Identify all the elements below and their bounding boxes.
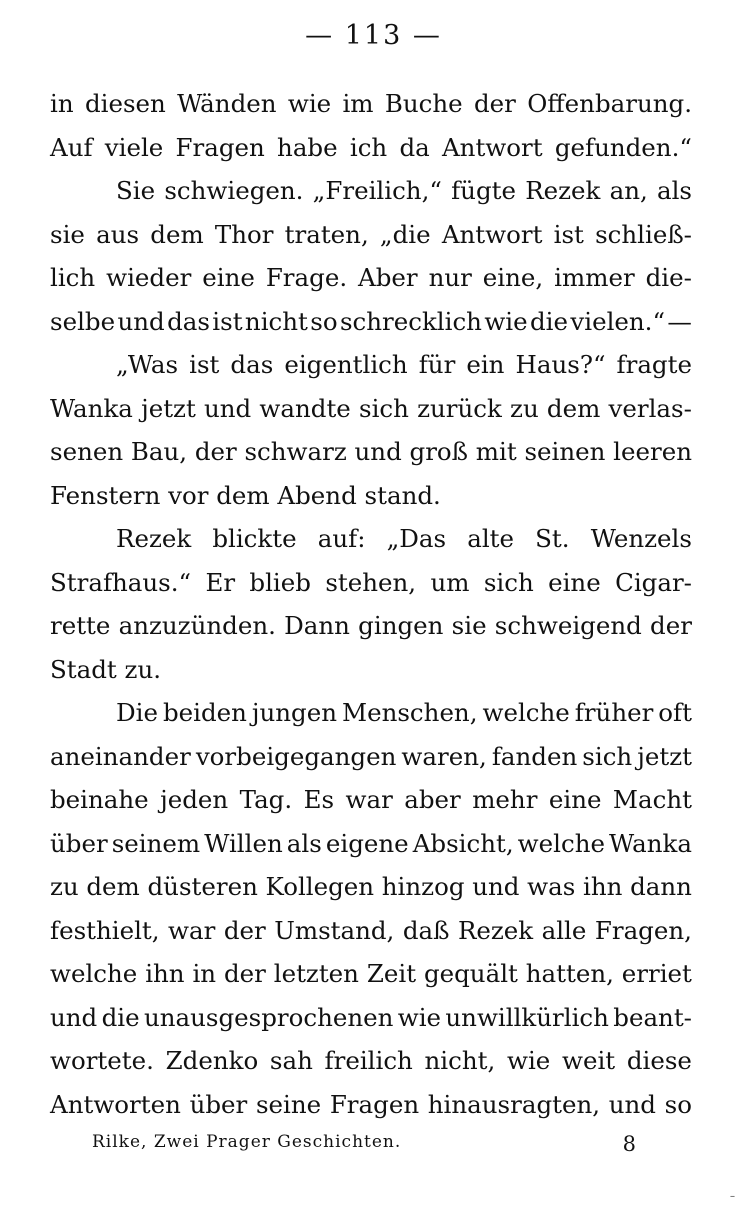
word: Wanka bbox=[609, 828, 692, 858]
word: Antwort bbox=[441, 132, 543, 162]
word: und bbox=[203, 393, 252, 423]
text-line bbox=[50, 256, 692, 300]
text-line bbox=[50, 604, 692, 648]
text-line bbox=[50, 126, 692, 170]
word: aus bbox=[96, 219, 140, 249]
word: verlas- bbox=[608, 393, 692, 423]
word: in bbox=[192, 959, 217, 988]
word: Fragen, bbox=[594, 915, 692, 945]
text-line bbox=[50, 561, 692, 605]
word: war bbox=[345, 785, 393, 814]
word: dem bbox=[546, 393, 601, 423]
word: das bbox=[167, 306, 210, 336]
word: welche bbox=[50, 959, 138, 988]
word: seine bbox=[255, 1089, 322, 1119]
word: Wänden bbox=[177, 89, 277, 118]
word: jeden bbox=[160, 785, 229, 814]
word: gequält bbox=[423, 959, 518, 988]
word: vielen.“ bbox=[570, 306, 665, 336]
running-title: Rilke, Zwei Prager Geschichten. bbox=[92, 1132, 402, 1152]
word: Macht bbox=[612, 785, 692, 814]
word: waren, bbox=[401, 741, 487, 771]
word: Frage. bbox=[265, 263, 348, 292]
word: eine bbox=[548, 785, 602, 814]
word: die bbox=[530, 306, 569, 336]
word: Menschen, bbox=[342, 698, 478, 727]
word: schwiegen. bbox=[164, 176, 304, 205]
word: früher bbox=[574, 698, 654, 727]
word: eigene bbox=[325, 828, 409, 858]
word: wieder bbox=[106, 263, 192, 292]
word: „Was bbox=[116, 350, 179, 379]
word: ist bbox=[553, 219, 584, 249]
word: daß bbox=[402, 915, 450, 945]
word: senen bbox=[50, 437, 124, 466]
word: zu bbox=[510, 393, 539, 423]
word: schweigend bbox=[494, 611, 642, 640]
word: Zeit bbox=[366, 959, 417, 988]
word: habe bbox=[277, 132, 338, 162]
word: aber bbox=[404, 785, 461, 814]
word: sich bbox=[483, 567, 534, 597]
word: als bbox=[286, 828, 322, 858]
body-text bbox=[50, 82, 692, 1126]
word: beant- bbox=[613, 1002, 692, 1032]
word: sie bbox=[451, 611, 487, 640]
word: der bbox=[223, 959, 266, 988]
word: Haus?“ bbox=[515, 350, 606, 379]
text-line bbox=[50, 343, 692, 387]
word: düsteren bbox=[147, 872, 258, 901]
word: jetzt bbox=[141, 393, 196, 423]
text-line bbox=[50, 1039, 692, 1083]
word: Kollegen bbox=[265, 872, 375, 901]
word: Umstand, bbox=[274, 915, 395, 945]
word: wie bbox=[484, 306, 528, 336]
word: Aber bbox=[358, 263, 418, 292]
word: eine, bbox=[482, 263, 544, 292]
word: und bbox=[117, 306, 165, 336]
word: St. bbox=[535, 524, 570, 553]
word: Absicht, bbox=[412, 828, 514, 858]
word: welche bbox=[482, 698, 570, 727]
word: Offenbarung. bbox=[527, 89, 692, 118]
word: der bbox=[194, 437, 237, 466]
word: selbe bbox=[50, 306, 116, 336]
word: und bbox=[472, 872, 520, 901]
page-number-header: — 113 — bbox=[305, 20, 442, 51]
signature-mark: 8 bbox=[622, 1132, 637, 1156]
text-line bbox=[50, 735, 692, 779]
word: für bbox=[418, 350, 456, 379]
word: schließ- bbox=[595, 219, 692, 249]
word: wie bbox=[506, 1046, 551, 1075]
word: in bbox=[50, 89, 74, 118]
word: sah bbox=[269, 1046, 313, 1075]
word: die bbox=[101, 1002, 140, 1032]
word: Willen bbox=[204, 828, 283, 858]
word: so bbox=[310, 306, 338, 336]
word: Buche bbox=[384, 89, 463, 118]
word: Strafhaus.“ bbox=[50, 567, 192, 597]
text-line bbox=[50, 778, 692, 822]
word: oft bbox=[658, 698, 692, 727]
word: fügte bbox=[451, 176, 516, 205]
text-line bbox=[50, 952, 692, 996]
word: Antworten bbox=[50, 1089, 181, 1119]
word: blickte bbox=[212, 524, 297, 553]
text-line bbox=[50, 517, 692, 561]
word: jungen bbox=[251, 698, 338, 727]
word: wie bbox=[287, 89, 332, 118]
word: weit bbox=[561, 1046, 616, 1075]
word: Thor bbox=[214, 219, 274, 249]
word: erriet bbox=[621, 959, 692, 988]
text-line bbox=[50, 996, 692, 1040]
word: Auf bbox=[50, 132, 93, 162]
word: Rezek bbox=[116, 524, 192, 553]
word: ist bbox=[189, 350, 220, 379]
word: hatten, bbox=[525, 959, 614, 988]
word: hinzog bbox=[381, 872, 465, 901]
word: im bbox=[342, 89, 374, 118]
word: dann bbox=[630, 872, 692, 901]
word: Zdenko bbox=[165, 1046, 259, 1075]
text-line bbox=[50, 300, 692, 344]
word: beiden bbox=[162, 698, 247, 727]
word: Rezek bbox=[457, 915, 534, 945]
word: sie bbox=[50, 219, 85, 249]
text-line bbox=[50, 691, 692, 735]
word: Sie bbox=[116, 176, 156, 205]
word: Es bbox=[303, 785, 335, 814]
word: jetzt bbox=[637, 741, 692, 771]
word: alte bbox=[467, 524, 515, 553]
word: mehr bbox=[472, 785, 538, 814]
word: Bau, bbox=[130, 437, 188, 466]
word: „Das bbox=[386, 524, 447, 553]
word: der bbox=[223, 915, 266, 945]
word: ihn bbox=[145, 959, 185, 988]
word: ich bbox=[349, 132, 388, 162]
word: viele bbox=[104, 132, 164, 162]
word: zu bbox=[50, 872, 79, 901]
text-line bbox=[50, 387, 692, 431]
word: eigentlich bbox=[284, 350, 408, 379]
word: festhielt, bbox=[50, 915, 160, 945]
word: wie bbox=[397, 1002, 442, 1032]
text-line: Fenstern vor dem Abend stand. bbox=[50, 480, 441, 510]
word: hinausragten, bbox=[427, 1089, 601, 1119]
word: Er bbox=[205, 567, 236, 597]
word: stehen, bbox=[325, 567, 417, 597]
word: seinem bbox=[111, 828, 201, 858]
word: wortete. bbox=[50, 1046, 154, 1075]
word: ihn bbox=[582, 872, 623, 901]
word: lich bbox=[50, 263, 96, 292]
word: ein bbox=[466, 350, 505, 379]
word: der bbox=[473, 89, 516, 118]
text-line bbox=[50, 822, 692, 866]
word: sich bbox=[582, 741, 633, 771]
word: die- bbox=[645, 263, 692, 292]
word: Wanka bbox=[50, 393, 133, 423]
word: rette bbox=[50, 611, 111, 640]
word: da bbox=[399, 132, 430, 162]
word: sich bbox=[359, 393, 409, 423]
word: mit bbox=[475, 437, 517, 466]
text-line bbox=[50, 82, 692, 126]
word: eine bbox=[202, 263, 255, 292]
word: fanden bbox=[491, 741, 578, 771]
word: schwarz bbox=[244, 437, 347, 466]
word: Die bbox=[116, 698, 158, 727]
word: war bbox=[168, 915, 216, 945]
word: welche bbox=[517, 828, 605, 858]
word: diesen bbox=[84, 89, 166, 118]
word: blieb bbox=[249, 567, 311, 597]
word: eine bbox=[548, 567, 601, 597]
word: was bbox=[527, 872, 576, 901]
text-line bbox=[50, 865, 692, 909]
word: Dann bbox=[284, 611, 350, 640]
word: nicht bbox=[244, 306, 308, 336]
word: der bbox=[650, 611, 692, 640]
word: zurück bbox=[417, 393, 502, 423]
word: Rezek bbox=[525, 176, 601, 205]
word: als bbox=[656, 176, 692, 205]
word: Fragen bbox=[329, 1089, 420, 1119]
word: so bbox=[664, 1089, 692, 1119]
word: und bbox=[50, 1002, 98, 1032]
word: schrecklich bbox=[339, 306, 482, 336]
word: Tag. bbox=[239, 785, 293, 814]
word: freilich bbox=[324, 1046, 413, 1075]
text-line bbox=[50, 1083, 692, 1127]
word: und bbox=[608, 1089, 656, 1119]
word: Wenzels bbox=[590, 524, 692, 553]
word: aneinander bbox=[50, 741, 191, 771]
word: über bbox=[189, 1089, 248, 1119]
word: immer bbox=[554, 263, 635, 292]
word: letzten bbox=[273, 959, 359, 988]
word: gefunden.“ bbox=[554, 132, 692, 162]
word: Fragen bbox=[175, 132, 265, 162]
word: „die bbox=[379, 219, 431, 249]
text-line bbox=[50, 169, 692, 213]
word: anzuzünden. bbox=[118, 611, 276, 640]
word: vorbeigegangen bbox=[195, 741, 397, 771]
word: nicht, bbox=[424, 1046, 496, 1075]
word: ist bbox=[212, 306, 243, 336]
word: über bbox=[50, 828, 108, 858]
text-line bbox=[50, 909, 692, 953]
word: auf: bbox=[317, 524, 366, 553]
word: traten, bbox=[284, 219, 369, 249]
word: Antwort bbox=[441, 219, 543, 249]
word: „Freilich,“ bbox=[312, 176, 442, 205]
word: groß bbox=[409, 437, 469, 466]
word: um bbox=[430, 567, 470, 597]
word: das bbox=[230, 350, 274, 379]
word: leeren bbox=[613, 437, 692, 466]
scan-mark-icon: – bbox=[730, 1191, 735, 1202]
word: und bbox=[354, 437, 402, 466]
word: dem bbox=[150, 219, 204, 249]
word: unausgesprochenen bbox=[143, 1002, 394, 1032]
page-footer bbox=[92, 1132, 637, 1156]
word: wandte bbox=[259, 393, 351, 423]
text-line bbox=[50, 213, 692, 257]
word: nur bbox=[428, 263, 472, 292]
word: Cigar- bbox=[615, 567, 692, 597]
word: alle bbox=[541, 915, 587, 945]
text-line: Stadt zu. bbox=[50, 654, 162, 684]
word: beinahe bbox=[50, 785, 149, 814]
word: unwillkürlich bbox=[445, 1002, 609, 1032]
text-line bbox=[50, 430, 692, 474]
word: gingen bbox=[358, 611, 444, 640]
word: an, bbox=[609, 176, 648, 205]
word: — bbox=[667, 306, 692, 336]
word: dem bbox=[86, 872, 140, 901]
word: fragte bbox=[616, 350, 692, 379]
word: diese bbox=[626, 1046, 692, 1075]
word: seinen bbox=[524, 437, 606, 466]
